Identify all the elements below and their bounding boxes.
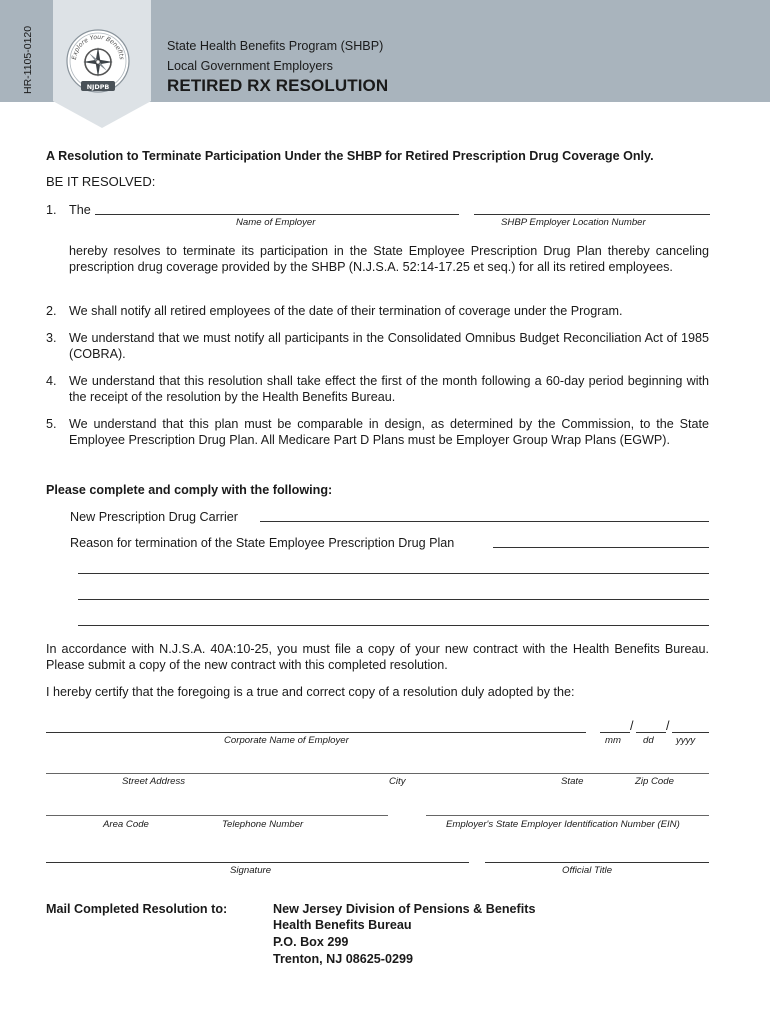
caption-mm: mm [605,735,621,746]
reason-label: Reason for termination of the State Employee Prescription Drug Plan [70,536,455,550]
mail-address-line-3: P.O. Box 299 [273,935,349,949]
mail-address-line-2: Health Benefits Bureau [273,918,412,932]
date-mm-field[interactable] [600,732,630,733]
caption-street: Street Address [122,776,186,787]
caption-state: State [561,776,584,787]
item-2-number: 2. [46,304,57,318]
caption-employer-name: Name of Employer [236,217,316,228]
signature-field[interactable] [46,862,469,863]
reason-field-line-2[interactable] [78,573,709,574]
item-4-number: 4. [46,374,57,388]
caption-telephone: Telephone Number [222,819,304,830]
item-1-number: 1. [46,203,57,217]
caption-signature: Signature [230,865,272,876]
official-title-field[interactable] [485,862,709,863]
page-title: RETIRED RX RESOLUTION [167,76,389,95]
item-1-lead: The [69,203,91,217]
date-yyyy-field[interactable] [672,732,709,733]
item-2-text: We shall notify all retired employees of the date of their termination of coverage under the Program. [69,304,623,318]
ein-field[interactable] [426,815,709,816]
location-number-field[interactable] [474,214,710,215]
caption-yyyy: yyyy [676,735,696,746]
item-3-number: 3. [46,331,57,345]
form-code: HR-1105-0120 [22,25,34,94]
item-1-text: hereby resolves to terminate its participation in the State Employee Prescription Drug Plan thereby canceling prescription drug coverage provided by the SHBP (N.J.S.A. 52:14-17.25 et seq.) for all its retired employees. [69,244,709,274]
phone-field[interactable] [46,815,388,816]
date-separator-1: / [630,719,634,733]
reason-field-line-4[interactable] [78,625,709,626]
mail-address-line-4: Trenton, NJ 08625-0299 [273,952,414,966]
item-4-text: We understand that this resolution shall take effect the first of the month following a 60-day period beginning with the receipt of the resolution by the Health Benefits Bureau. [69,374,709,404]
caption-ein: Employer's State Employer Identification Number (EIN) [446,819,680,830]
caption-dd: dd [643,735,654,746]
employers-subtitle: Local Government Employers [167,59,333,73]
accordance-text: In accordance with N.J.S.A. 40A:10-25, you must file a copy of your new contract with the Health Benefits Bureau. Please submit a copy of the new contract with this completed resolution. [46,642,709,672]
compass-logo-icon [64,25,132,103]
item-5-text: We understand that this plan must be comparable in design, as determined by the Commission, to the State Employee Prescription Drug Plan. All Medicare Part D Plans must be Employer Group Wrap Plans (EGWP). [69,417,709,447]
be-it-resolved: BE IT RESOLVED: [46,174,156,189]
certify-text: I hereby certify that the foregoing is a true and correct copy of a resolution duly adopted by the: [46,685,575,699]
comply-heading: Please complete and comply with the following: [46,483,333,497]
date-dd-field[interactable] [636,732,666,733]
caption-area-code: Area Code [103,819,149,830]
carrier-label: New Prescription Drug Carrier [70,510,238,524]
resolution-heading: A Resolution to Terminate Participation Under the SHBP for Retired Prescription Drug Coverage Only. [46,149,654,163]
mail-label: Mail Completed Resolution to: [46,902,228,916]
reason-field[interactable] [493,547,709,548]
caption-official-title: Official Title [562,865,613,876]
date-separator-2: / [666,719,670,733]
mail-address-line-1: New Jersey Division of Pensions & Benefits [273,902,536,916]
logo-text-bottom: NJDPB [86,83,110,91]
caption-location-number: SHBP Employer Location Number [501,217,646,228]
carrier-field[interactable] [260,521,709,522]
program-name: State Health Benefits Program (SHBP) [167,39,384,53]
caption-zip: Zip Code [635,776,674,787]
address-field[interactable] [46,773,709,774]
logo-text-top: Explore Your Benefits [70,33,125,61]
caption-corporate-name: Corporate Name of Employer [224,735,349,746]
employer-name-field[interactable] [95,214,459,215]
corporate-name-field[interactable] [46,732,586,733]
item-5-number: 5. [46,417,57,431]
reason-field-line-3[interactable] [78,599,709,600]
caption-city: City [389,776,406,787]
item-3-text: We understand that we must notify all participants in the Consolidated Omnibus Budget Reconciliation Act of 1985 (COBRA). [69,331,709,361]
